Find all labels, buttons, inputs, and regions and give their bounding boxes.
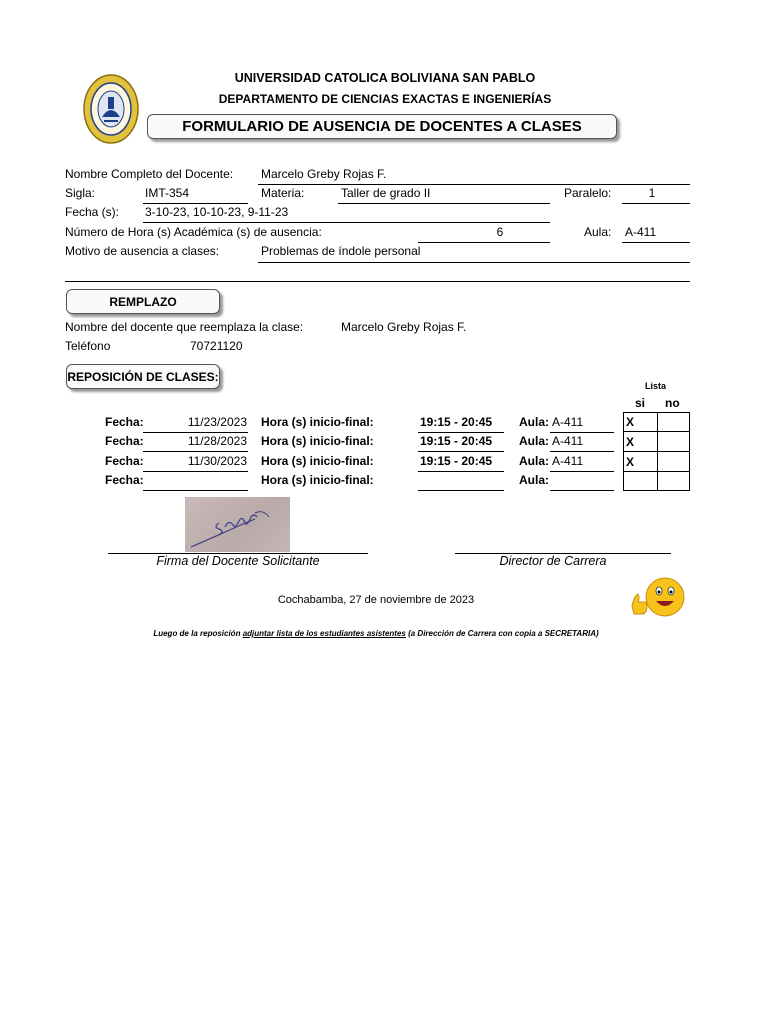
paralelo-label: Paralelo: [564, 186, 612, 200]
row1-si-cell: X [623, 412, 658, 432]
signature-image [185, 497, 290, 552]
telefono-label: Teléfono [65, 339, 111, 353]
row1-fecha-label: Fecha: [105, 415, 144, 429]
footnote [110, 629, 642, 638]
si-label: si [635, 396, 646, 410]
row2-hora-value: 19:15 - 20:45 [420, 434, 493, 448]
row1-hora-label: Hora (s) inicio-final: [261, 415, 374, 429]
aula-label: Aula: [584, 225, 612, 239]
sigla-value: IMT-354 [145, 186, 190, 200]
horas-underline [418, 242, 550, 243]
place-date: Cochabamba, 27 de noviembre de 2023 [277, 594, 475, 606]
sigla-label: Sigla: [65, 186, 96, 200]
paralelo-underline [622, 203, 690, 204]
row2-fecha-label: Fecha: [105, 434, 144, 448]
reposicion-section-label: REPOSICIÓN DE CLASES: [66, 364, 220, 389]
fecha-underline [143, 222, 550, 223]
horas-label: Número de Hora (s) Académica (s) de ausencia: [65, 225, 322, 239]
department-name: DEPARTAMENTO DE CIENCIAS EXACTAS E INGENIERÍAS [218, 92, 552, 106]
footnote-suffix: (a Dirección de Carrera con copia a SECRETARIA) [405, 629, 599, 638]
row2-aula-underline [550, 451, 614, 452]
row4-fecha-label: Fecha: [105, 473, 144, 487]
no-label: no [665, 396, 680, 410]
lista-label: Lista [645, 381, 667, 391]
form-title: FORMULARIO DE AUSENCIA DE DOCENTES A CLASES [147, 114, 617, 139]
row3-aula-value: A-411 [552, 454, 584, 468]
row4-fecha-underline [143, 490, 248, 491]
row4-si-cell [623, 471, 658, 491]
row2-si-cell: X [623, 431, 658, 452]
row2-hora-underline [418, 451, 504, 452]
row1-aula-underline [550, 432, 614, 433]
row4-aula-underline [550, 490, 614, 491]
row4-hora-label: Hora (s) inicio-final: [261, 473, 374, 487]
docente-name-value: Marcelo Greby Rojas F. [261, 167, 387, 181]
thumbs-up-smiley-icon [628, 576, 686, 618]
materia-label: Materia: [261, 186, 305, 200]
row4-hora-underline [418, 490, 504, 491]
footnote-prefix: Luego de la reposición [153, 629, 243, 638]
solicitante-signature-label: Firma del Docente Solicitante [156, 554, 320, 568]
row3-fecha-label: Fecha: [105, 454, 144, 468]
row1-fecha-underline [143, 432, 248, 433]
row3-hora-value: 19:15 - 20:45 [420, 454, 493, 468]
remplazo-nombre-label: Nombre del docente que reemplaza la clase: [65, 320, 304, 334]
row1-aula-label: Aula: [519, 415, 549, 429]
docente-name-label: Nombre Completo del Docente: [65, 167, 234, 181]
row2-fecha-value: 11/28/2023 [187, 434, 247, 448]
motivo-value: Problemas de índole personal [261, 244, 421, 258]
materia-value: Taller de grado II [341, 186, 431, 200]
footnote-underlined: adjuntar lista de los estudiantes asistentes [242, 629, 406, 638]
motivo-label: Motivo de ausencia a clases: [65, 244, 220, 258]
row2-aula-value: A-411 [552, 434, 584, 448]
paralelo-value: 1 [648, 186, 656, 200]
row2-hora-label: Hora (s) inicio-final: [261, 434, 374, 448]
sigla-underline [143, 203, 248, 204]
telefono-value: 70721120 [190, 339, 243, 353]
section-divider [65, 281, 690, 282]
university-name: UNIVERSIDAD CATOLICA BOLIVIANA SAN PABLO [234, 71, 536, 85]
docente-name-underline [258, 184, 690, 185]
row2-fecha-underline [143, 451, 248, 452]
aula-value: A-411 [625, 225, 657, 239]
remplazo-nombre-value: Marcelo Greby Rojas F. [341, 320, 467, 334]
university-logo [82, 73, 140, 145]
row2-no-cell [657, 431, 690, 452]
row3-hora-label: Hora (s) inicio-final: [261, 454, 374, 468]
row4-aula-label: Aula: [519, 473, 549, 487]
row3-no-cell [657, 451, 690, 472]
row3-si-cell: X [623, 451, 658, 472]
row3-fecha-underline [143, 471, 248, 472]
row1-hora-underline [418, 432, 504, 433]
row4-no-cell [657, 471, 690, 491]
director-signature-label: Director de Carrera [499, 554, 607, 568]
row1-no-cell [657, 412, 690, 432]
remplazo-section-label: REMPLAZO [66, 289, 220, 314]
row1-aula-value: A-411 [552, 415, 584, 429]
horas-value: 6 [496, 225, 504, 239]
row3-aula-label: Aula: [519, 454, 549, 468]
fecha-value: 3-10-23, 10-10-23, 9-11-23 [145, 205, 289, 219]
row1-hora-value: 19:15 - 20:45 [420, 415, 493, 429]
row3-fecha-value: 11/30/2023 [187, 454, 247, 468]
motivo-underline [258, 262, 690, 263]
aula-underline [622, 242, 690, 243]
materia-underline [338, 203, 550, 204]
fecha-label: Fecha (s): [65, 205, 120, 219]
row1-fecha-value: 11/23/2023 [187, 415, 247, 429]
row2-aula-label: Aula: [519, 434, 549, 448]
row3-aula-underline [550, 471, 614, 472]
row3-hora-underline [418, 471, 504, 472]
